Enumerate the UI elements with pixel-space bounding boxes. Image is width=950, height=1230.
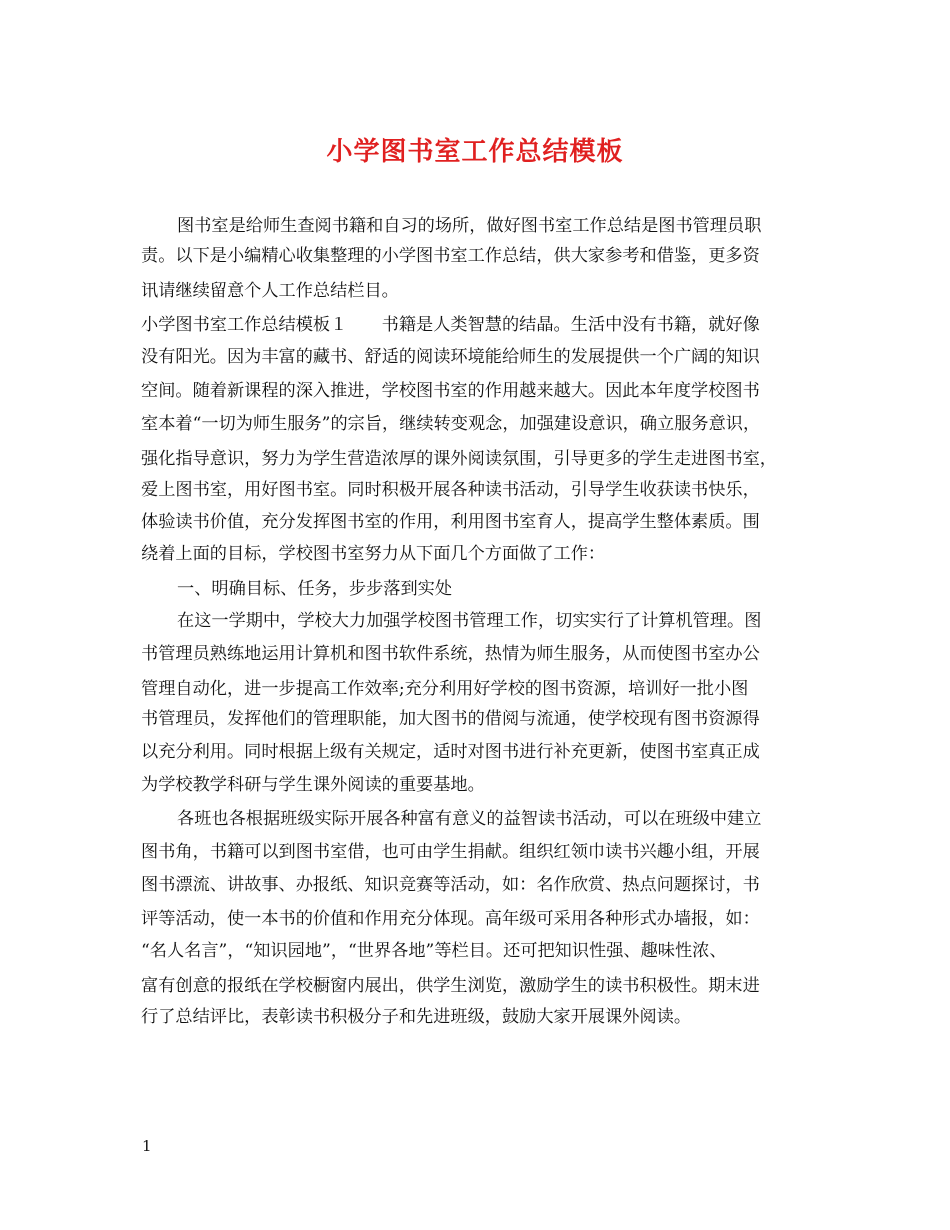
text-line: 小学图书室工作总结模板１ 书籍是人类智慧的结晶。生活中没有书籍，就好像: [141, 315, 760, 335]
text-line: 以充分利用。同时根据上级有关规定，适时对图书进行补充更新，使图书室真正成: [141, 742, 760, 762]
text-line: 室本着“一切为师生服务”的宗旨，继续转变观念，加强建设意识，确立服务意识，: [141, 414, 761, 434]
text-line: 责。以下是小编精心收集整理的小学图书室工作总结，供大家参考和借鉴，更多资: [141, 246, 760, 266]
page-title: 小学图书室工作总结模板: [326, 137, 624, 167]
text-line: 评等活动，使一本书的价值和作用充分体现。高年级可采用各种形式办墙报，如：: [141, 909, 760, 929]
text-line: 空间。随着新课程的深入推进，学校图书室的作用越来越大。因此本年度学校图书: [141, 381, 760, 401]
text-line: 绕着上面的目标，学校图书室努力从下面几个方面做了工作：: [141, 544, 606, 564]
text-line: 书管理员，发挥他们的管理职能，加大图书的借阅与流通，使学校现有图书资源得: [141, 709, 760, 729]
text-line: 管理自动化，进一步提高工作效率;充分利用好学校的图书资源，培训好一批小图: [141, 679, 749, 699]
text-line: 图书漂流、讲故事、办报纸、知识竞赛等活动，如：名作欣赏、热点问题探讨，书: [141, 875, 760, 895]
text-line: 图书室是给师生查阅书籍和自习的场所，做好图书室工作总结是图书管理员职: [177, 216, 762, 236]
text-line: 在这一学期中，学校大力加强学校图书管理工作，切实实行了计算机管理。图: [177, 611, 762, 631]
text-line: 书管理员熟练地运用计算机和图书软件系统，热情为师生服务，从而使图书室办公: [141, 644, 760, 664]
text-line: 一、明确目标、任务，步步落到实处: [177, 579, 453, 599]
text-line: 爱上图书室，用好图书室。同时积极开展各种读书活动，引导学生收获读书快乐，: [141, 480, 760, 500]
text-line: “名人名言”，“知识园地”，“世界各地”等栏目。还可把知识性强、趣味性浓、: [141, 941, 727, 961]
text-line: 各班也各根据班级实际开展各种富有意义的益智读书活动，可以在班级中建立: [177, 809, 762, 829]
text-line: 富有创意的报纸在学校橱窗内展出，供学生浏览，激励学生的读书积极性。期末进: [141, 976, 760, 996]
text-line: 行了总结评比，表彰读书积极分子和先进班级，鼓励大家开展课外阅读。: [141, 1007, 692, 1027]
text-line: 没有阳光。因为丰富的藏书、舒适的阅读环境能给师生的发展提供一个广阔的知识: [141, 347, 760, 367]
page-number: 1: [142, 1137, 152, 1155]
text-line: 图书角，书籍可以到图书室借，也可由学生捐献。组织红领巾读书兴趣小组，开展: [141, 842, 760, 862]
text-line: 为学校教学科研与学生课外阅读的重要基地。: [141, 775, 485, 795]
text-line: 讯请继续留意个人工作总结栏目。: [141, 281, 399, 301]
text-line: 体验读书价值，充分发挥图书室的作用，利用图书室育人，提高学生整体素质。围: [141, 512, 760, 532]
text-line: 强化指导意识，努力为学生营造浓厚的课外阅读氛围，引导更多的学生走进图书室，: [141, 449, 777, 469]
